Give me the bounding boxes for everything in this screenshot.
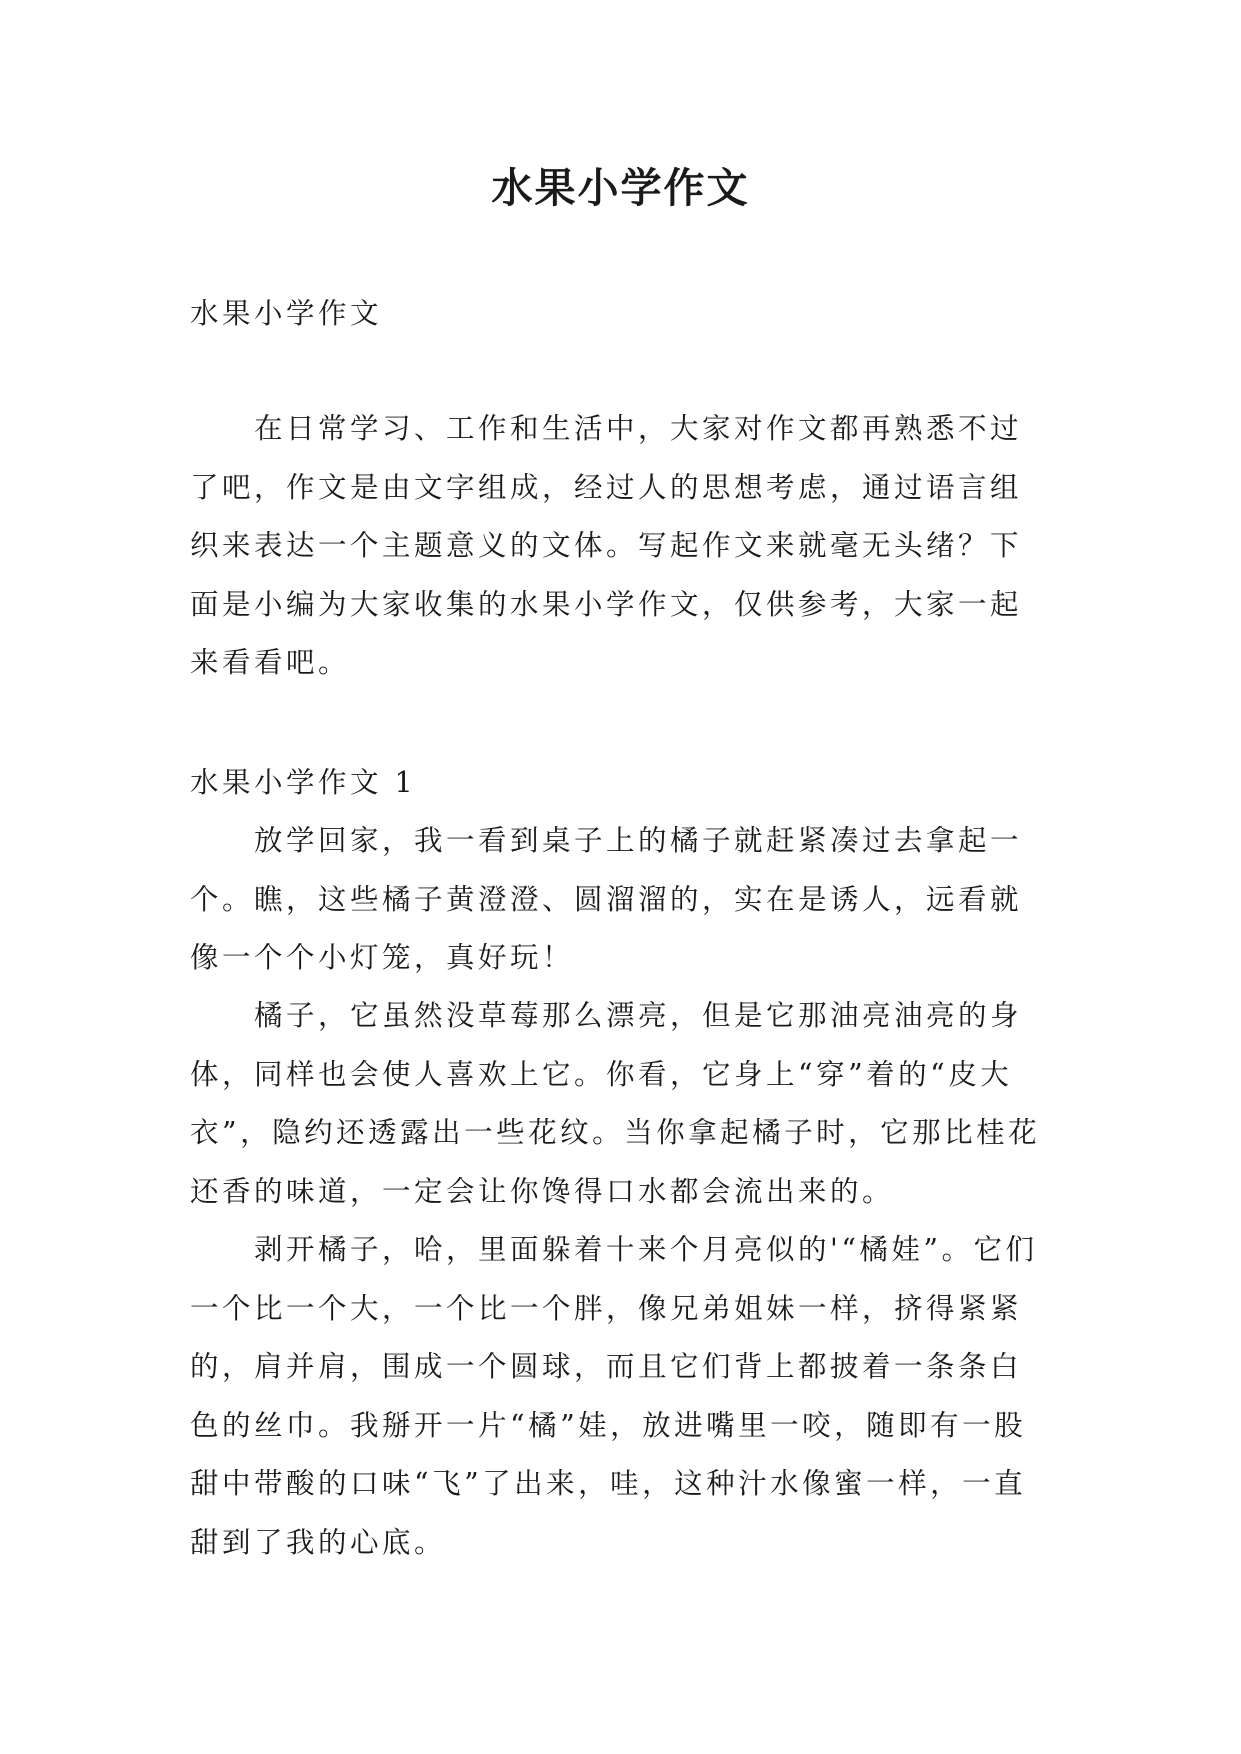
document-subtitle: 水果小学作文 xyxy=(190,297,383,330)
document-title: 水果小学作文 xyxy=(491,164,750,212)
body-paragraph: 剥开橘子，哈，里面躲着十来个月亮似的'“橘娃”。它们一个比一个大，一个比一个胖，像兄弟姐妹一样，挤得紧紧的，肩并肩，围成一个圆球，而且它们背上都披着一条条白色的丝巾。我掰开一片“橘”娃，放进嘴里一咬，随即有一股甜中带酸的口味“飞”了出来，哇，这种汁水像蜜一样，一直甜到了我的心底。 xyxy=(190,1233,1038,1559)
body-paragraph: 放学回家，我一看到桌子上的橘子就赶紧凑过去拿起一个。瞧，这些橘子黄澄澄、圆溜溜的，实在是诱人，远看就像一个个小灯笼，真好玩！ xyxy=(190,824,1023,974)
section-heading: 水果小学作文 1 xyxy=(190,766,417,799)
intro-paragraph: 在日常学习、工作和生活中，大家对作文都再熟悉不过了吧，作文是由文字组成，经过人的思想考虑，通过语言组织来表达一个主题意义的文体。写起作文来就毫无头绪？下面是小编为大家收集的水果小学作文，仅供参考，大家一起来看看吧。 xyxy=(190,412,1023,679)
body-paragraph: 橘子，它虽然没草莓那么漂亮，但是它那油亮油亮的身体，同样也会使人喜欢上它。你看，它身上“穿”着的“皮大衣”，隐约还透露出一些花纹。当你拿起橘子时，它那比桂花还香的味道，一定会让你馋得口水都会流出来的。 xyxy=(190,999,1041,1208)
